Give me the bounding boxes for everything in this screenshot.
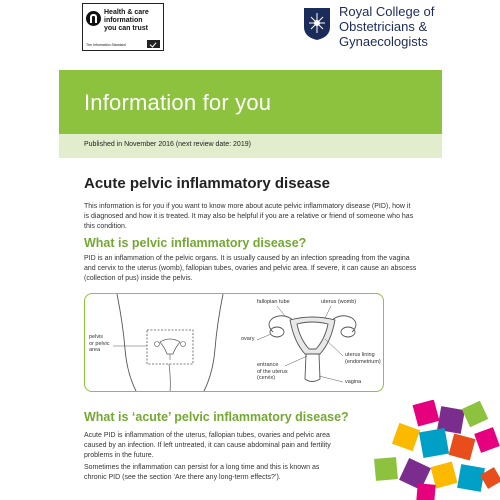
- section1-paragraph: PID is an inflammation of the pelvic organs. It is usually caused by an infection spreading from the vagina and cervix to the uterus (womb), fallopian tubes, ovaries and pelvic area. If severe, it can cause an abscess (collection of pus) inside the pelvis.: [84, 255, 417, 282]
- section-heading-what-is-pid: What is pelvic inflammatory disease?: [84, 236, 307, 250]
- info-standard-icon: [86, 11, 101, 26]
- section-heading-acute-pid: What is ‘acute’ pelvic inflammatory disease?: [84, 410, 349, 424]
- intro-paragraph: This information is for you if you want to know more about acute pelvic inflammatory disease (PID), how it is diagnosed and how it is treated. It may also be helpful if you are a relative or friend of someone who has this condition.: [84, 203, 414, 230]
- badge-text: Health & care information you can trust: [104, 9, 149, 32]
- decorative-squares: [355, 400, 500, 500]
- uterus-label: uterus (womb): [321, 299, 357, 305]
- banner-title: Information for you: [84, 90, 272, 115]
- certified-member-mark: [147, 40, 160, 48]
- publication-date: Published in November 2016 (next review date: 2019): [84, 141, 251, 148]
- section2-paragraph-1: Acute PID is inflammation of the uterus, fallopian tubes, ovaries and pelvic area caused by an infection. If left untreated, it can cause abdominal pain and fertility problems in the future.: [84, 432, 331, 459]
- rcog-shield-icon: [303, 7, 331, 41]
- uterus-lining-label: uterus lining (endometrium): [345, 352, 381, 365]
- ovary-label: ovary: [241, 336, 255, 342]
- cervix-label: entrance of the uterus (cervix): [257, 362, 288, 381]
- pelvis-label: pelvis or pelvic area: [89, 334, 110, 353]
- page-title: Acute pelvic inflammatory disease: [84, 175, 330, 192]
- information-standard-badge: [82, 3, 164, 51]
- vagina-label: vagina: [345, 379, 362, 385]
- anatomy-figure: [84, 293, 384, 392]
- organisation-name: Royal College of Obstetricians & Gynaecologists: [339, 4, 435, 49]
- badge-footer: The Information Standard: [86, 43, 126, 47]
- fallopian-tube-label: fallopian tube: [257, 299, 290, 305]
- section2-paragraph-2: Sometimes the inflammation can persist for a long time and this is known as chronic PID (see the section ‘Are there any long-term effects?’).: [84, 464, 320, 481]
- anatomy-illustration: [85, 294, 384, 392]
